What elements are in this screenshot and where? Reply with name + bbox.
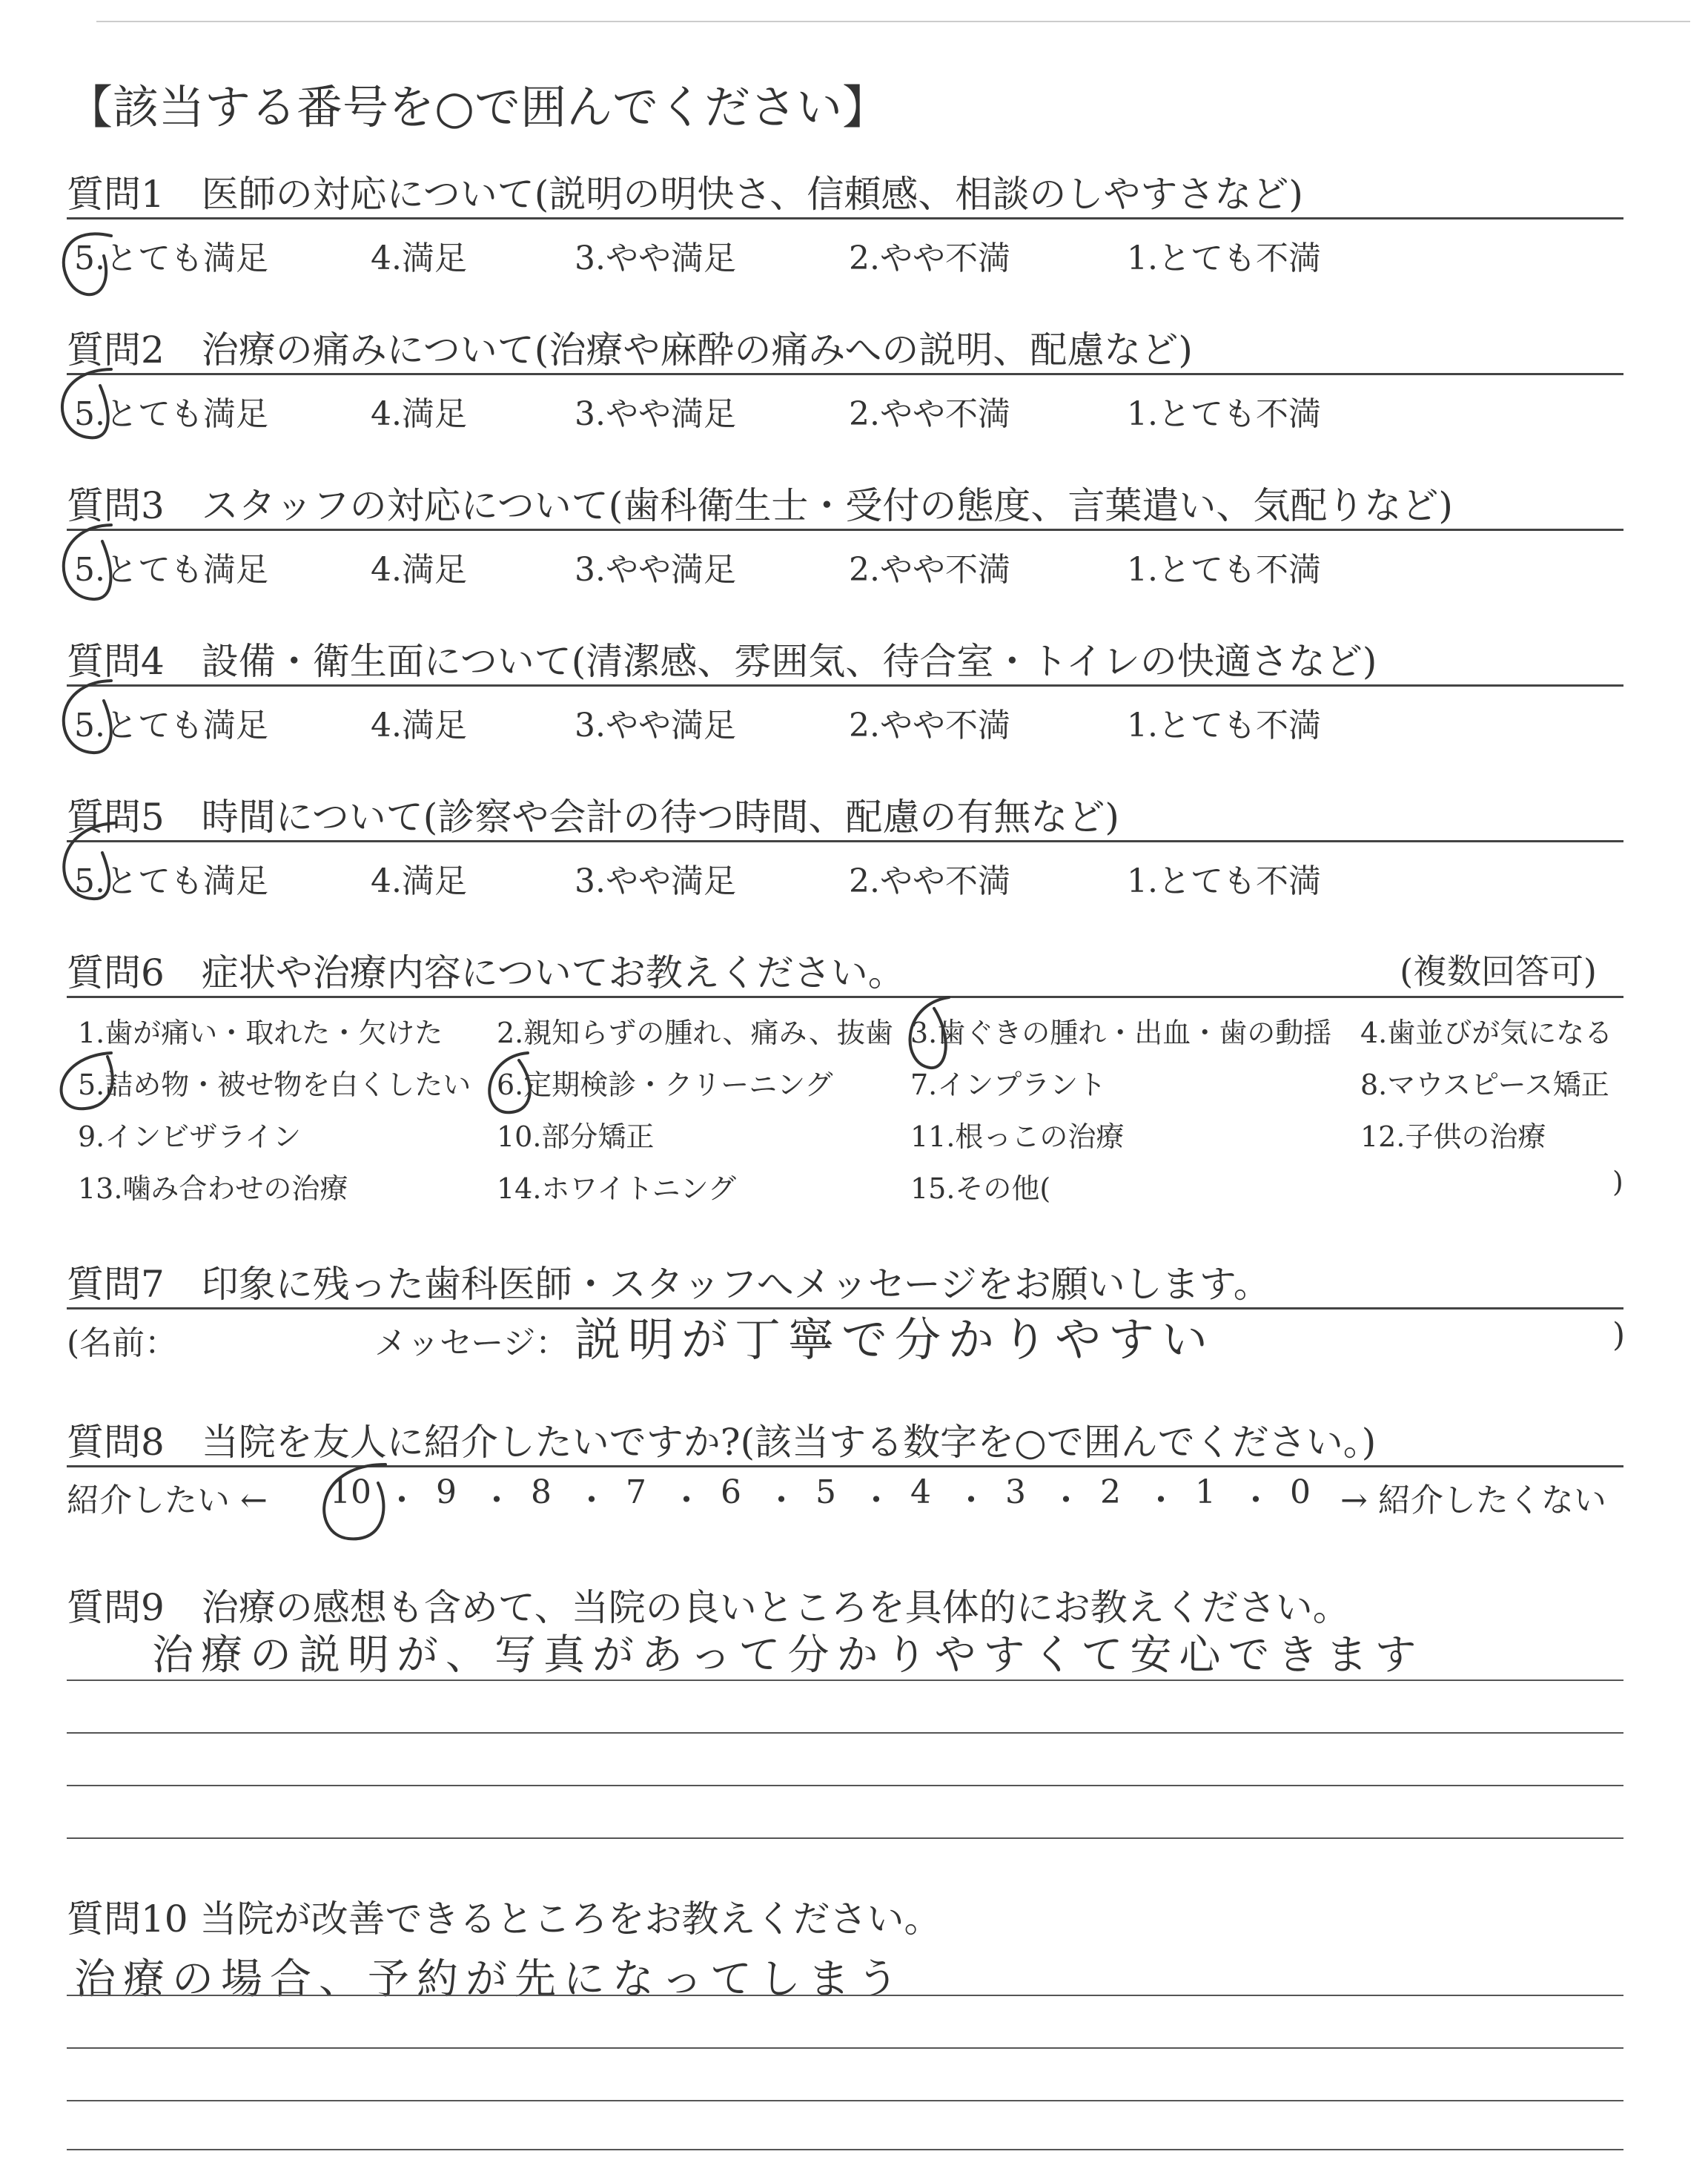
q6-option-15-close: ) (1612, 1166, 1623, 1198)
q8-scale-7[interactable]: 7 (626, 1473, 646, 1511)
q8-scale-8[interactable]: 8 (531, 1473, 552, 1511)
q6-option-10[interactable]: 10.部分矯正 (497, 1120, 655, 1153)
q6-option-8[interactable]: 8.マウスピース矯正 (1360, 1069, 1609, 1101)
q2-option-2[interactable]: 2.やや不満 (849, 395, 1010, 433)
q6-option-2[interactable]: 2.親知らずの腫れ、痛み、抜歯 (497, 1017, 893, 1049)
q8-scale-4[interactable]: 4 (910, 1473, 931, 1511)
q6-option-4[interactable]: 4.歯並びが気になる (1360, 1017, 1613, 1049)
question-6-note: (複数回答可) (1400, 951, 1597, 991)
q2-option-3[interactable]: 3.やや満足 (575, 395, 736, 433)
q5-option-2[interactable]: 2.やや不満 (849, 862, 1010, 900)
question-5-title: 質問5 時間について(診察や会計の待つ時間、配慮の有無など) (67, 796, 1119, 839)
q4-option-4[interactable]: 4.満足 (371, 707, 467, 744)
q5-option-3[interactable]: 3.やや満足 (575, 862, 736, 900)
question-6-title: 質問6 症状や治療内容についてお教えください。 (67, 951, 905, 994)
q4-option-5[interactable]: 5.とても満足 (74, 707, 268, 744)
question-8-rule (67, 1465, 1623, 1467)
q8-scale-3[interactable]: 3 (1005, 1473, 1026, 1511)
q4-option-3[interactable]: 3.やや満足 (575, 707, 736, 744)
q3-option-5[interactable]: 5.とても満足 (74, 551, 268, 589)
question-7-title: 質問7 印象に残った歯科医師・スタッフへメッセージをお願いします。 (67, 1263, 1271, 1306)
q8-scale-10[interactable]: 10 (330, 1473, 371, 1511)
q10-answer-line-4 (67, 2149, 1623, 2150)
q4-option-2[interactable]: 2.やや不満 (849, 707, 1010, 744)
q6-option-9[interactable]: 9.インビザライン (78, 1120, 302, 1153)
q9-answer-handwritten[interactable]: 治療の説明が、写真があって分かりやすくて安心できます (152, 1631, 1424, 1680)
q8-sep-7: ・ (955, 1482, 987, 1519)
q10-answer-line-3 (67, 2100, 1623, 2101)
q5-option-1[interactable]: 1.とても不満 (1127, 862, 1321, 900)
q8-sep-2: ・ (480, 1482, 513, 1519)
q8-scale-2[interactable]: 2 (1100, 1473, 1121, 1511)
q8-sep-3: ・ (575, 1482, 608, 1519)
q4-option-1[interactable]: 1.とても不満 (1127, 707, 1321, 744)
q6-option-3[interactable]: 3.歯ぐきの腫れ・出血・歯の動揺 (910, 1017, 1332, 1049)
question-3-title: 質問3 スタッフの対応について(歯科衛生士・受付の態度、言葉遣い、気配りなど) (67, 484, 1453, 527)
question-4-rule (67, 684, 1623, 687)
question-2-rule (67, 373, 1623, 375)
q2-option-4[interactable]: 4.満足 (371, 395, 467, 433)
top-rule (96, 21, 1690, 22)
instruction-heading: 【該当する番号を○で囲んでください】 (67, 80, 889, 134)
q8-left-label: 紹介したい ← (67, 1482, 268, 1519)
q1-option-4[interactable]: 4.満足 (371, 240, 467, 277)
question-8-title: 質問8 当院を友人に紹介したいですか?(該当する数字を○で囲んでください。) (67, 1421, 1377, 1464)
q5-option-4[interactable]: 4.満足 (371, 862, 467, 900)
question-6-rule (67, 996, 1623, 998)
q8-scale-6[interactable]: 6 (721, 1473, 741, 1511)
q6-option-14[interactable]: 14.ホワイトニング (497, 1172, 737, 1205)
q7-close: ) (1612, 1316, 1626, 1354)
q1-option-3[interactable]: 3.やや満足 (575, 240, 736, 277)
q3-option-3[interactable]: 3.やや満足 (575, 551, 736, 589)
q2-option-1[interactable]: 1.とても不満 (1127, 395, 1321, 433)
q3-option-2[interactable]: 2.やや不満 (849, 551, 1010, 589)
q3-option-4[interactable]: 4.満足 (371, 551, 467, 589)
question-3-rule (67, 529, 1623, 531)
question-10-title: 質問10 当院が改善できるところをお教えください。 (67, 1898, 941, 1941)
q9-answer-line-1 (67, 1680, 1623, 1681)
q9-answer-line-2 (67, 1732, 1623, 1734)
q8-scale-1[interactable]: 1 (1195, 1473, 1216, 1511)
q8-right-label: → 紹介したくない (1340, 1482, 1606, 1519)
q8-sep-9: ・ (1145, 1482, 1177, 1519)
q6-option-1[interactable]: 1.歯が痛い・取れた・欠けた (78, 1017, 443, 1049)
question-1-title: 質問1 医師の対応について(説明の明快さ、信頼感、相談のしやすさなど) (67, 173, 1303, 216)
q8-sep-8: ・ (1050, 1482, 1082, 1519)
q6-option-13[interactable]: 13.噛み合わせの治療 (78, 1172, 348, 1205)
q7-message-label: メッセージ： (374, 1324, 569, 1362)
q9-answer-line-4 (67, 1837, 1623, 1839)
q8-scale-5[interactable]: 5 (815, 1473, 836, 1511)
q6-option-6[interactable]: 6.定期検診・クリーニング (497, 1069, 833, 1101)
q1-option-5[interactable]: 5.とても満足 (74, 240, 268, 277)
question-1-rule (67, 217, 1623, 219)
q8-scale-9[interactable]: 9 (436, 1473, 457, 1511)
question-4-title: 質問4 設備・衛生面について(清潔感、雰囲気、待合室・トイレの快適さなど) (67, 640, 1377, 683)
q10-answer-line-1 (67, 1995, 1623, 1996)
q6-option-15[interactable]: 15.その他( (910, 1172, 1051, 1205)
q6-option-12[interactable]: 12.子供の治療 (1360, 1120, 1546, 1153)
question-5-rule (67, 840, 1623, 842)
q10-answer-line-2 (67, 2047, 1623, 2049)
q6-option-11[interactable]: 11.根っこの治療 (910, 1120, 1125, 1153)
question-9-title: 質問9 治療の感想も含めて、当院の良いところを具体的にお教えください。 (67, 1586, 1350, 1629)
q10-answer-handwritten[interactable]: 治療の場合、予約が先になってしまう (74, 1955, 906, 2004)
q9-answer-line-3 (67, 1785, 1623, 1786)
q2-option-5[interactable]: 5.とても満足 (74, 395, 268, 433)
q7-name-label: (名前： (67, 1324, 178, 1362)
q6-option-7[interactable]: 7.インプラント (910, 1069, 1107, 1101)
q5-option-5[interactable]: 5.とても満足 (74, 862, 268, 900)
q3-option-1[interactable]: 1.とても不満 (1127, 551, 1321, 589)
q7-message-handwritten[interactable]: 説明が丁寧で分かりやすい (575, 1312, 1216, 1367)
q8-sep-1: ・ (385, 1482, 418, 1519)
question-2-title: 質問2 治療の痛みについて(治療や麻酔の痛みへの説明、配慮など) (67, 328, 1193, 371)
q1-option-1[interactable]: 1.とても不満 (1127, 240, 1321, 277)
q8-sep-10: ・ (1239, 1482, 1272, 1519)
q8-sep-6: ・ (860, 1482, 893, 1519)
q6-option-5[interactable]: 5.詰め物・被せ物を白くしたい (78, 1069, 471, 1101)
q8-sep-5: ・ (765, 1482, 798, 1519)
q8-sep-4: ・ (670, 1482, 703, 1519)
q8-scale-0[interactable]: 0 (1290, 1473, 1311, 1511)
q1-option-2[interactable]: 2.やや不満 (849, 240, 1010, 277)
